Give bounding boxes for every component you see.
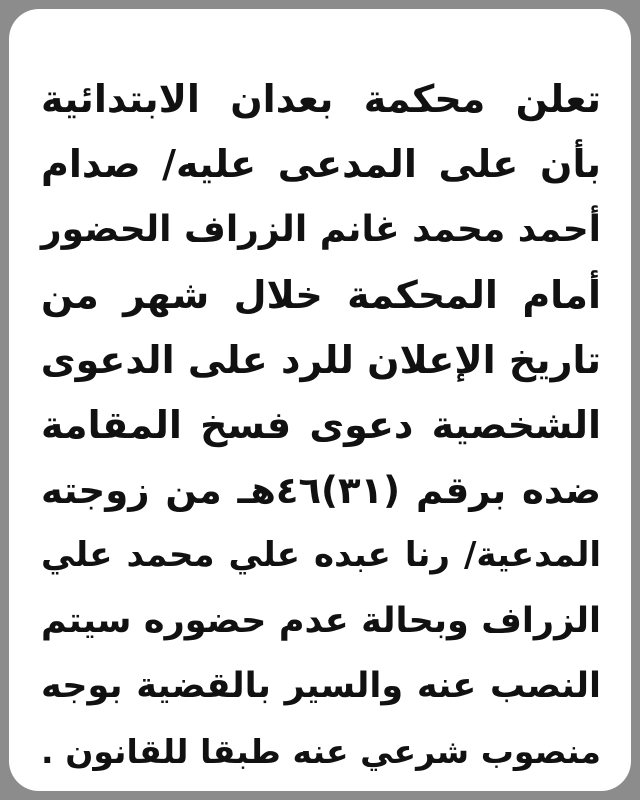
notice-line-6: الشخصية دعوى فسخ المقامة <box>41 402 601 447</box>
notice-line-3: أحمد محمد غانم الزراف الحضور <box>40 209 601 251</box>
notice-line-8: المدعية/ رنا عبده علي محمد علي <box>41 535 601 576</box>
notice-line-11: منصوب شرعي عنه طبقا للقانون . <box>41 731 601 771</box>
court-notice-text <box>41 67 601 784</box>
notice-line-7: ضده برقم (٣١)٤٦هـ من زوجته <box>41 469 601 513</box>
notice-line-5: تاريخ الإعلان للرد على الدعوى <box>40 337 601 382</box>
notice-line-2: بأن على المدعى عليه/ صدام <box>41 142 601 187</box>
notice-line-9: الزراف وبحالة عدم حضوره سيتم <box>41 600 601 641</box>
notice-line-10: النصب عنه والسير بالقضية بوجه <box>41 665 601 706</box>
notice-line-1: تعلن محكمة بعدان الابتدائية <box>41 77 601 121</box>
notice-card <box>9 9 631 791</box>
notice-line-4: أمام المحكمة خلال شهر من <box>41 272 601 317</box>
